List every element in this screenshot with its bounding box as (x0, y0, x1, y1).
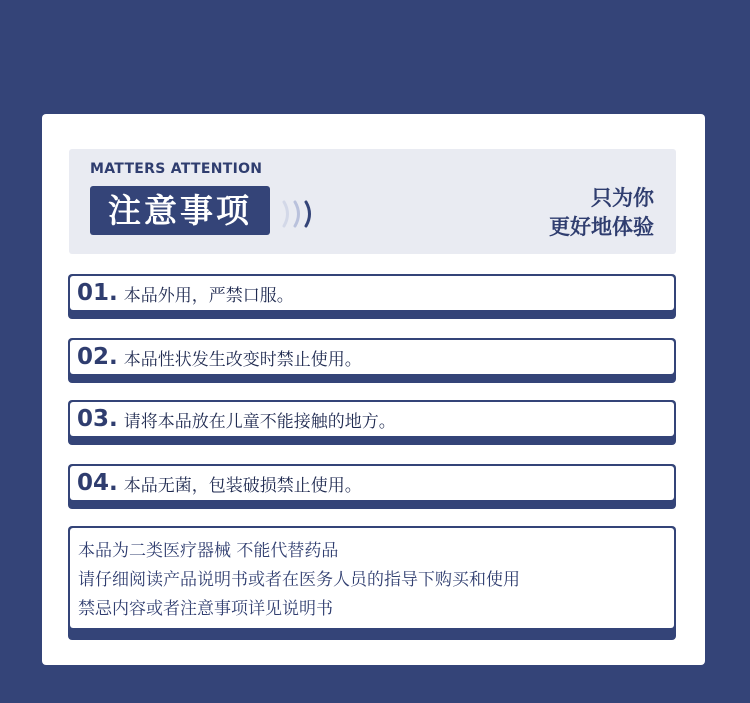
header-slogan (549, 184, 654, 242)
slogan-line-1: 只为你 (591, 186, 654, 210)
header-title-cn: 注意事项 (90, 186, 270, 235)
attention-item-4 (68, 464, 676, 509)
chevron-right-icon (282, 200, 314, 228)
item-text: 本品性状发生改变时禁止使用。 (123, 349, 362, 370)
usage-note (68, 526, 676, 640)
item-number: 01. (77, 280, 118, 306)
slogan-line-2: 更好地体验 (549, 215, 654, 239)
attention-item-1 (68, 274, 676, 319)
chevron-light-icon (282, 200, 292, 228)
note-line-1: 本品为二类医疗器械 不能代替药品 (78, 541, 339, 561)
attention-header (69, 149, 676, 254)
item-text: 本品无菌，包装破损禁止使用。 (123, 475, 362, 496)
item-text: 请将本品放在儿童不能接触的地方。 (123, 411, 396, 432)
header-subtitle-en: MATTERS ATTENTION (90, 161, 263, 177)
attention-item-3 (68, 400, 676, 445)
note-line-2: 请仔细阅读产品说明书或者在医务人员的指导下购买和使用 (78, 570, 520, 590)
item-number: 04. (77, 470, 118, 496)
attention-item-2 (68, 338, 676, 383)
note-line-3: 禁忌内容或者注意事项详见说明书 (78, 599, 333, 619)
chevron-mid-icon (293, 200, 303, 228)
chevron-dark-icon (304, 200, 314, 228)
item-number: 02. (77, 344, 118, 370)
item-text: 本品外用，严禁口服。 (123, 285, 294, 306)
attention-card (42, 114, 705, 665)
item-number: 03. (77, 406, 118, 432)
